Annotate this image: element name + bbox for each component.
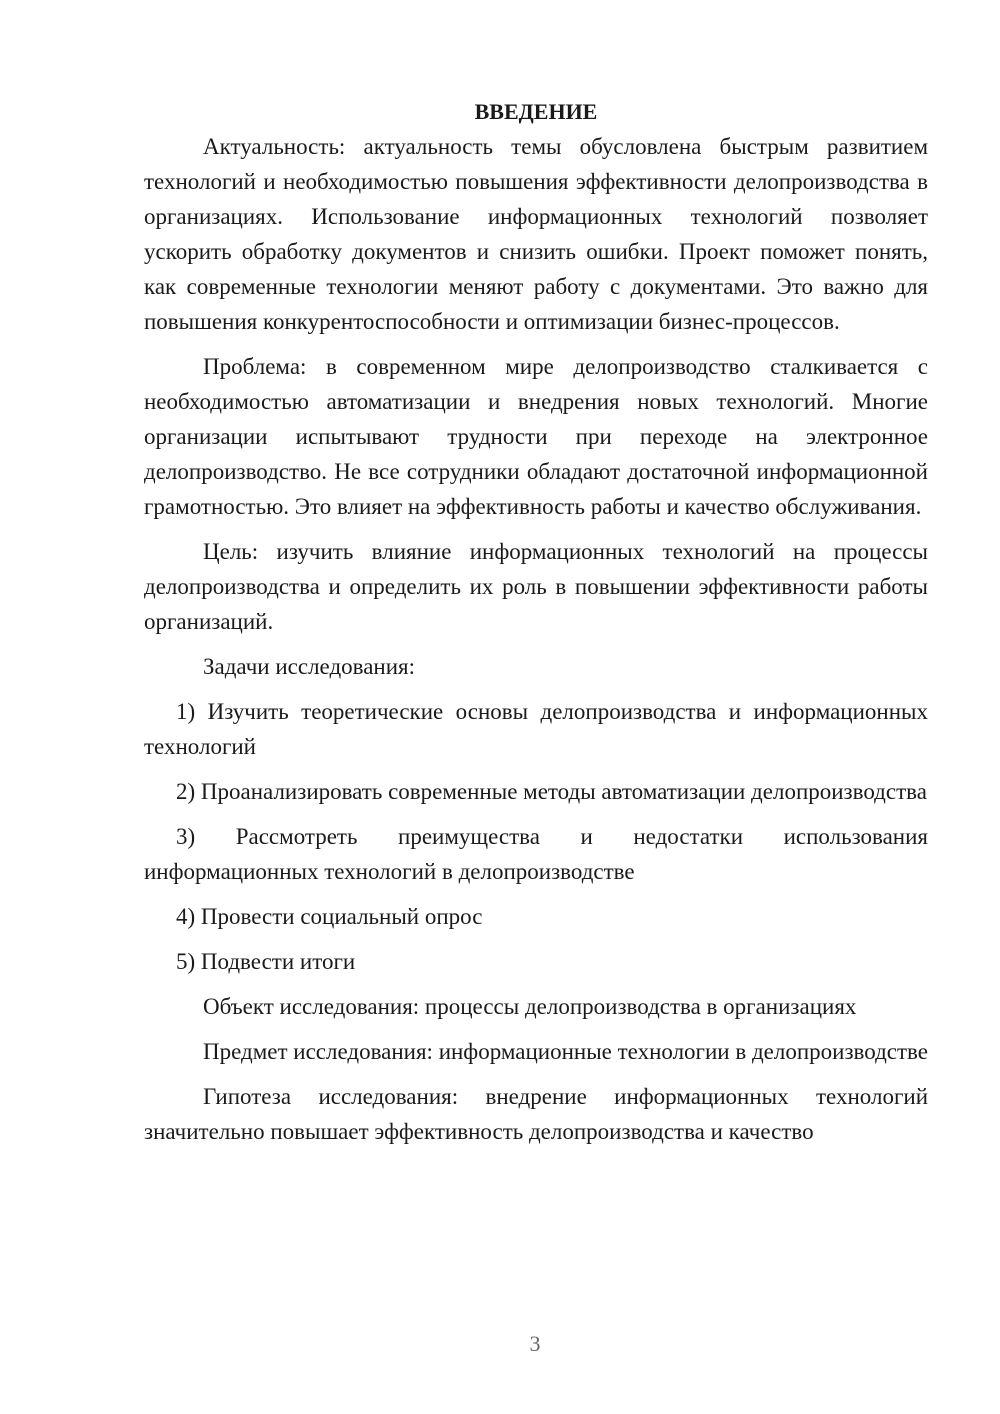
page-number: 3: [529, 1331, 541, 1356]
page-title: ВВЕДЕНИЕ: [474, 99, 598, 124]
task-item-1: 1) Изучить теоретические основы делопроизводства и информационных технологий: [144, 699, 928, 759]
paragraph-relevance: Актуальность: актуальность темы обусловлена быстрым развитием технологий и необходимостью повышения эффективности делопроизводства в организациях. Использование информационных технологий позволяет ускорить обработку документов и снизить ошибки. Проект поможет понять, как современные технологии меняют работу с документами. Это важно для повышения конкурентоспособности и оптимизации бизнес-процессов.: [144, 134, 928, 334]
page-content: [144, 94, 928, 1159]
paragraph-subject: Предмет исследования: информационные технологии в делопроизводстве: [203, 1039, 928, 1064]
paragraph-tasks-heading: Задачи исследования:: [203, 654, 416, 679]
paragraph-hypothesis: Гипотеза исследования: внедрение информационных технологий значительно повышает эффективность делопроизводства и качество: [144, 1084, 928, 1144]
paragraph-object: Объект исследования: процессы делопроизводства в организациях: [203, 994, 857, 1019]
task-item-4: 4) Провести социальный опрос: [176, 904, 483, 929]
paragraph-goal: Цель: изучить влияние информационных технологий на процессы делопроизводства и определить их роль в повышении эффективности работы организаций.: [144, 539, 928, 634]
task-item-2: 2) Проанализировать современные методы автоматизации делопроизводства: [176, 779, 927, 804]
task-item-5: 5) Подвести итоги: [176, 949, 356, 974]
paragraph-problem: Проблема: в современном мире делопроизводство сталкивается с необходимостью автоматизации и внедрения новых технологий. Многие организации испытывают трудности при переходе на электронное делопроизводство. Не все сотрудники обладают достаточной информационной грамотностью. Это влияет на эффективность работы и качество обслуживания.: [144, 354, 928, 519]
task-item-3: 3) Рассмотреть преимущества и недостатки использования информационных технологий в делопроизводстве: [144, 824, 928, 884]
